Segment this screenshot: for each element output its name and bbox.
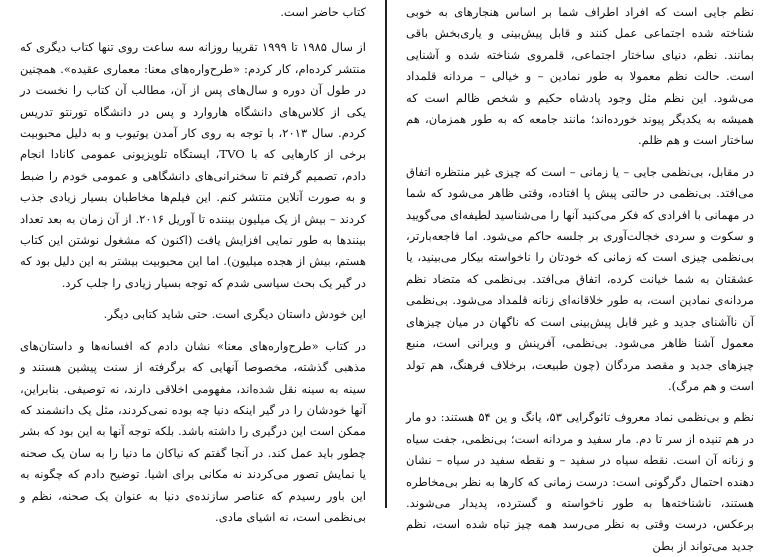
paragraph: در کتاب «طرح‌واره‌های معنا» نشان دادم که افسانه‌ها و داستان‌های مذهبی گذشته، مخصوصا آنهایی که برگرفته از سنت پیشین هستند و سینه به سینه نقل شده‌اند، مفهومی اخلاقی دارند، نه توصیفی. بنابراین، آنها خودشان را در گیر اینکه دنیا چه بوده نمی‌کردند، مثل یک دانشمند که ممکن است این درگیری را داشته باشد. بلکه توجه آنها به این بود که بشر چطور باید عمل کند. در آنجا گفتم که نیاکان ما دنیا را به سان یک صحنه یا نمایش تصور می‌کردند نه مکانی برای اشیا. توضیح دادم که چگونه به این باور رسیدم که عناصر سازنده‌ی دنیا به عنوان یک صحنه، نظم و بی‌نظمی است، نه اشیای مادی. — [20, 338, 366, 524]
paragraph: کتاب حاضر است. — [280, 5, 366, 19]
paragraph: نظم جایی است که افراد اطراف شما بر اساس هنجارهای به خوبی شناخته شده اجتماعی عمل کنند و قابل پیش‌بینی و یاری‌بخش باقی بمانند. نظم، دنیای ساختار اجتماعی، قلمروی شناخته شده و آشنایی است. حالت نظم معمولا به طور نمادین – و خیالی – مردانه قلمداد می‌شود. این نظم مثل وجود پادشاه حکیم و شخص ظالم است که همیشه به یکدیگر پیوند خورده‌اند؛ مانند جامعه که به طور همزمان، هم ساختار است و هم ظلم. — [406, 5, 754, 148]
paragraph: از سال ۱۹۸۵ تا ۱۹۹۹ تقریبا روزانه سه ساعت روی تنها کتاب دیگری که منتشر کرده‌ام، کار کردم: «طرح‌واره‌های معنا: معماری عقیده». همچنین در طول آن دوره و سال‌های پس از آن، مطالب آن کتاب را نخست در یکی از کلاس‌های دانشگاه هاروارد و پس در دانشگاه تورنتو تدریس کردم. سال ۲۰۱۳، با توجه به روی کار آمدن یوتیوب و به دلیل محبوبیت برخی از کارهایی که با TVO، ایستگاه تلویزیونی عمومی کانادا انجام دادم، تصمیم گرفتم تا سخنرانی‌های دانشگاهی و عمومی خودم را ضبط و به صورت آنلاین منتشر کنم. این فیلم‌ها مخاطبان بسیار زیادی جذب کردند – بیش از یک میلیون بیننده تا آوریل ۲۰۱۶. از آن زمان به بعد تعداد بینندها به طور نمایی افزایش یافت (اکنون که مشغول نوشتن این کتاب هستم، بیش از هجده میلیون). اما این محبوبیت بیشتر به این دلیل بود که در گیر یک بحث سیاسی شدم که توجه بسیار زیادی را جلب کرد. — [20, 40, 367, 290]
page-divider — [385, 0, 387, 508]
left-page — [0, 0, 380, 524]
paragraph: در مقابل، بی‌نظمی جایی – یا زمانی – است که چیزی غیر منتظره اتفاق می‌افتد. بی‌نظمی در حالتی پیش پا افتاده، وقتی ظاهر می‌شود که شما در مهمانی با افرادی که فکر می‌کنید آنها را می‌شناسید لطیفه‌ای می‌گویید و سکوت و سردی خجالت‌آوری بر جلسه حاکم می‌شود. اما فاجعه‌بارتر، بی‌نظمی چیزی است که زمانی که خودتان را ناخواسته بیکار می‌بینید، یا عشقتان به شما خیانت کرده، اتفاق می‌افتد. بی‌نظمی که متضاد نظم مردانه‌ی نمادین است، به طور خلاقانه‌ای زنانه قلمداد می‌شود. بی‌نظمی آن ناآشنای جدید و غیر قابل پیش‌بینی است که ناگهان در میان چیزهای معمول آشنا ظاهر می‌شود. بی‌نظمی، آفرینش و ویرانی است، منبع چیزهای جدید و مقصد مردگان (چون طبیعت، برخلاف فرهنگ، هم تولد است و هم مرگ). — [406, 164, 754, 393]
paragraph: نظم و بی‌نظمی نماد معروف تائوگرایی ۵۳، یانگ و ین ۵۴ هستند: دو مار در هم تنیده از سر تا دم. مار سفید و مردانه است؛ بی‌نظمی، جفت سیاه و زنانه آن است. نقطه سیاه در سفید – و نقطه سفید در سیاه – نشان دهنده احتمال دگرگونی است: درست زمانی که کارها به نظر بی‌مخاطره هستند، ناشناخته‌ها به طور ناخواسته و گسترده، پدیدار می‌شوند. برعکس، درست وقتی به نظر می‌رسد همه چیز تباه شده است، نظم جدید می‌تواند از بطن — [406, 410, 755, 553]
right-page — [392, 0, 768, 553]
paragraph: این خودش داستان دیگری است. حتی شاید کتابی دیگر. — [103, 307, 366, 322]
